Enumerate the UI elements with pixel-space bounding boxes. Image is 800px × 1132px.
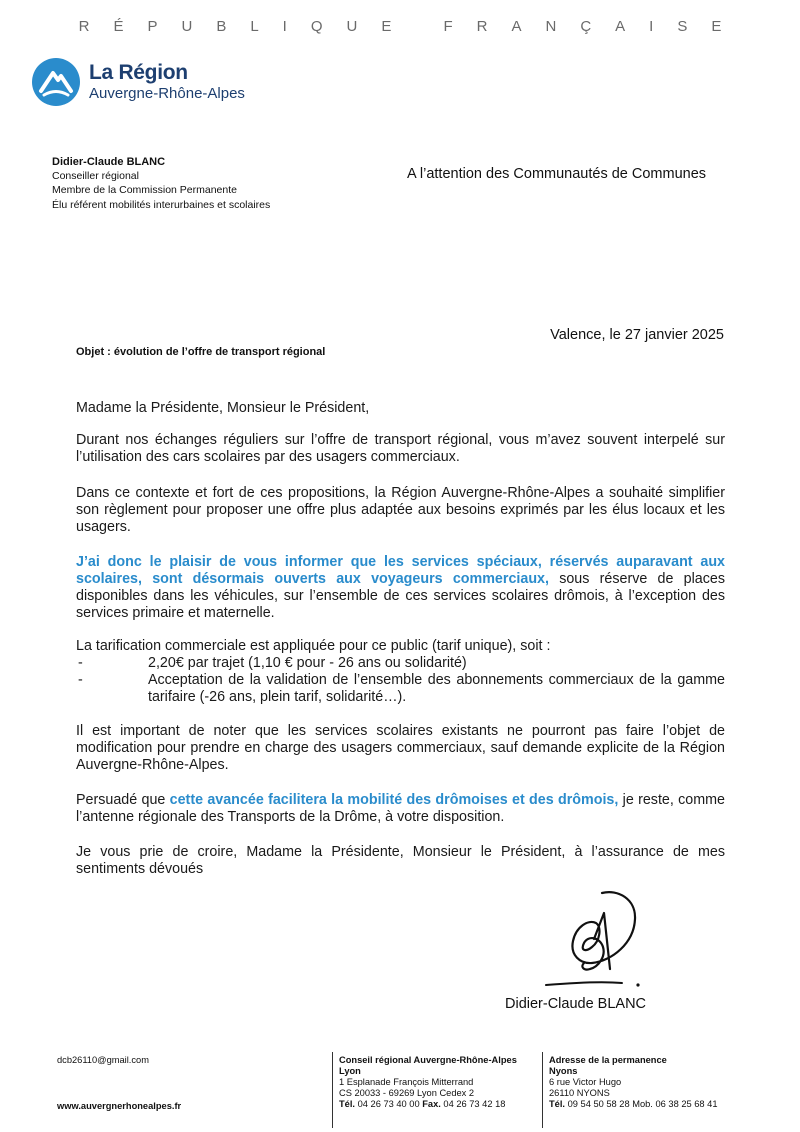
footer-email[interactable]: dcb26110@gmail.com xyxy=(57,1055,149,1065)
list-item: - Acceptation de la validation de l’ensemble des abonnements commerciaux de la gamme tarifaire (-26 ans, plein tarif, solidarité…). xyxy=(78,672,725,705)
dash-bullet: - xyxy=(78,655,83,671)
recipient: A l’attention des Communautés de Communes xyxy=(407,166,707,182)
sender-role-2: Membre de la Commission Permanente xyxy=(52,184,237,197)
dash-bullet: - xyxy=(78,672,83,688)
paragraph-1: Durant nos échanges réguliers sur l’offre de transport régional, vous m’avez souvent interpelé sur l’utilisation des cars scolaires par des usagers commerciaux. xyxy=(76,432,725,465)
paragraph-2: Dans ce contexte et fort de ces propositions, la Région Auvergne-Rhône-Alpes a souhaité simplifier son règlement pour proposer une offre plus adaptée aux besoins exprimés par les élus locaux et les usagers. xyxy=(76,485,725,535)
republique-francaise-banner: RÉPUBLIQUE FRANÇAISE xyxy=(78,18,746,35)
letter-object: Objet : évolution de l’offre de transport régional xyxy=(76,346,326,358)
footer xyxy=(0,1052,800,1132)
sender-role-3: Élu référent mobilités interurbaines et scolaires xyxy=(52,198,271,211)
closing-paragraph: Je vous prie de croire, Madame la Présidente, Monsieur le Président, à l’assurance de mes sentiments dévoués xyxy=(76,844,725,877)
sender-role-1: Conseiller régional xyxy=(52,170,139,183)
list-item: - 2,20€ par trajet (1,10 € pour - 26 ans ou solidarité) xyxy=(78,655,467,671)
region-logo-icon xyxy=(32,58,80,106)
paragraph-4-intro: La tarification commerciale est appliquée pour ce public (tarif unique), soit : xyxy=(76,638,551,654)
footer-hq-address: Conseil régional Auvergne-Rhône-Alpes Lyon 1 Esplanade François Mitterrand CS 20033 - 69269 Lyon Cedex 2 Tél. 04 26 73 40 00 Fax. 04 26 73 42 18 xyxy=(332,1052,542,1128)
footer-permanence-address: Adresse de la permanence Nyons 6 rue Victor Hugo 26110 NYONS Tél. 09 54 50 58 28 Mob. 06 38 25 68 41 xyxy=(542,1052,742,1128)
logo-subtitle: Auvergne-Rhône-Alpes xyxy=(89,85,245,102)
footer-website[interactable]: www.auvergnerhonealpes.fr xyxy=(57,1101,182,1111)
paragraph-5: Il est important de noter que les services scolaires existants ne pourront pas faire l’objet de modification pour prendre en charge des usagers commerciaux, sauf demande explicite de la Région Auvergne-Rhône-Alpes. xyxy=(76,723,725,773)
handwritten-signature xyxy=(540,885,650,995)
paragraph-4 xyxy=(76,638,725,706)
letter-date: Valence, le 27 janvier 2025 xyxy=(550,327,724,343)
paragraph-3-highlight: J’ai donc le plaisir de vous informer que les services spéciaux, réservés auparavant aux scolaires, sont désormais ouverts aux voyageurs commerciaux, xyxy=(76,554,725,587)
sender-block xyxy=(52,155,270,212)
paragraph-3 xyxy=(76,554,725,622)
tariff-list xyxy=(76,655,725,706)
paragraph-6: Persuadé que cette avancée facilitera la mobilité des drômoises et des drômois, je reste, comme l’antenne régionale des Transports de la Drôme, à votre disposition. xyxy=(76,792,726,825)
salutation: Madame la Présidente, Monsieur le Président, xyxy=(76,400,370,416)
region-logo xyxy=(32,58,245,106)
paragraph-3-rest: sous réserve de places disponibles dans les véhicules, sur l’ensemble de ces services scolaires drômois, à l’exception des services primaire et maternelle. xyxy=(76,571,725,621)
signature-name: Didier-Claude BLANC xyxy=(505,996,647,1012)
sender-name: Didier-Claude BLANC xyxy=(52,156,166,168)
logo-text xyxy=(89,61,245,103)
footer-contact xyxy=(57,1055,182,1111)
paragraph-6-highlight: cette avancée facilitera la mobilité des drômoises et des drômois, xyxy=(169,792,619,808)
logo-title: La Région xyxy=(89,61,188,84)
